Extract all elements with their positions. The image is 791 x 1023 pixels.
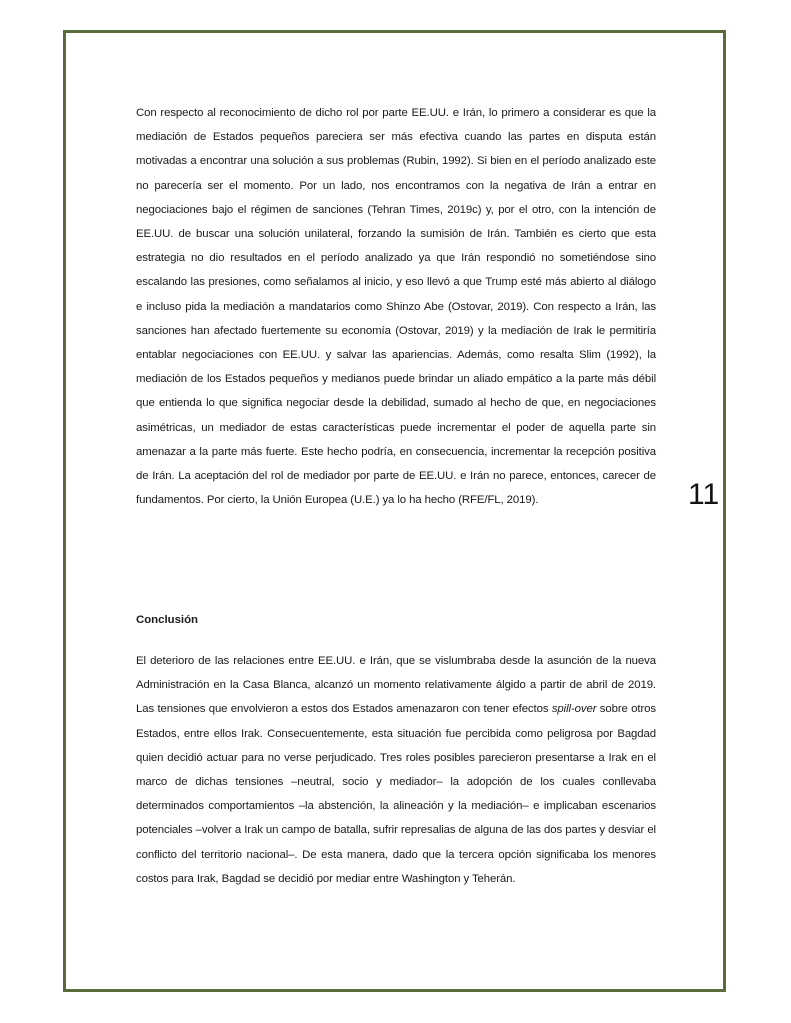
conclusion-text-start: El deterioro de las relaciones entre EE.UU. e Irán, que se vislumbraba desde la asunción de la nueva Administración en la Casa Blanca, alcanzó un momento relativamente álgido a partir de abril de 2019. Las tensiones que envolvieron a estos dos Estados amenazaron con tener efectos — [136, 655, 656, 716]
italic-term: spill-over — [551, 703, 597, 716]
section-heading: Conclusión — [136, 614, 199, 626]
page-number: 11 — [688, 478, 720, 511]
conclusion-text-end: sobre otros Estados, entre ellos Irak. Consecuentemente, esta situación fue percibida como peligrosa por Bagdad quien decidió actuar para no verse perjudicado. Tres roles posibles parecieron presentarse a Irak en el marco de dichas tensiones –neutral, socio y mediador– la adopción de los cuales conllevaba determinados comportamientos –la abstención, la alineación y la mediación– e implicaban escenarios potenciales –volver a Irak un campo de batalla, sufrir represalias de alguna de las dos partes y desviar el conflicto del territorio nacional–. De esta manera, dado que la tercera opción significaba los menores costos para Irak, Bagdad se decidió por mediar entre Washington y Teherán. — [136, 703, 657, 885]
conclusion-paragraph — [136, 649, 656, 891]
body-paragraph: Con respecto al reconocimiento de dicho rol por parte EE.UU. e Irán, lo primero a considerar es que la mediación de Estados pequeños pareciera ser más efectiva cuando las partes en disputa están motivadas a encontrar una solución a sus problemas (Rubin, 1992). Si bien en el período analizado este no parecería ser el momento. Por un lado, nos encontramos con la negativa de Irán a entrar en negociaciones bajo el régimen de sanciones (Tehran Times, 2019c) y, por el otro, con la intención de EE.UU. de buscar una solución unilateral, forzando la sumisión de Irán. También es cierto que esta estrategia no dio resultados en el período analizado ya que Irán respondió no sometiéndose sino escalando las presiones, como señalamos al inicio, y eso llevó a que Trump esté más abierto al diálogo e incluso pida la mediación a mandatarios como Shinzo Abe (Ostovar, 2019). Con respecto a Irán, las sanciones han afectado fuertemente su economía (Ostovar, 2019) y la mediación de Irak le permitiría entablar negociaciones con EE.UU. y salvar las apariencias. Además, como resalta Slim (1992), la mediación de los Estados pequeños y medianos puede brindar un aliado empático a la parte más débil que entienda lo que significa negociar desde la debilidad, sumado al hecho de que, en negociaciones asimétricas, un mediador de estas características puede incrementar el poder de aquella parte sin amenazar a la parte más fuerte. Este hecho podría, en consecuencia, incrementar la recepción positiva de Irán. La aceptación del rol de mediador por parte de EE.UU. e Irán no parece, entonces, carecer de fundamentos. Por cierto, la Unión Europea (U.E.) ya lo ha hecho (RFE/FL, 2019). — [136, 107, 656, 507]
